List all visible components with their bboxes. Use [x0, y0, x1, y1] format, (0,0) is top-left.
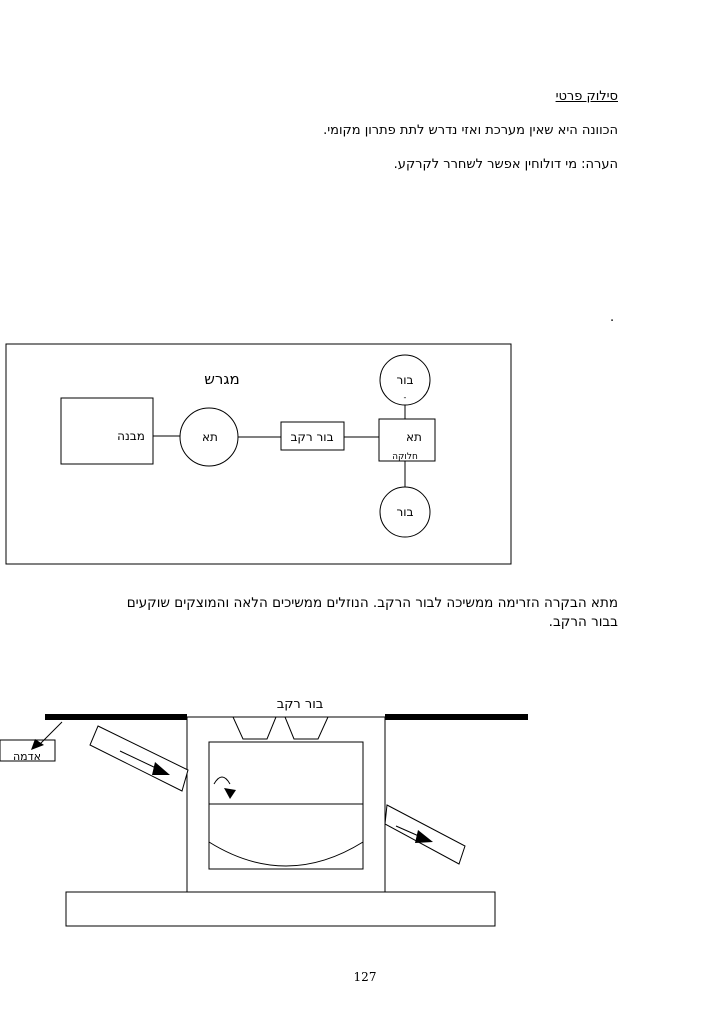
- distribution-chamber-label: תא: [406, 430, 422, 444]
- intro-line: הכוונה היא שאין מערכת ואזי נדרש לתת פתרון מקומי.: [323, 123, 618, 138]
- septic-tank-section: [0, 697, 528, 926]
- plot-label: מגרש: [204, 370, 240, 388]
- page-number: 127: [353, 970, 377, 984]
- building-label: מבנה: [117, 429, 145, 443]
- pit-bottom-label: בור: [396, 505, 414, 519]
- ground-surface-left: [45, 714, 187, 720]
- tank-inner-chamber: [209, 742, 363, 869]
- pit-top-label: בור: [396, 373, 414, 387]
- stray-dot: .: [610, 310, 615, 325]
- flow-description: מתא הבקרה הזרימה ממשיכה לבור הרקב. הנוזלים ממשיכים הלאה והמוצקים שוקעים בבור הרקב.: [126, 595, 618, 630]
- access-cover-left: [233, 717, 276, 739]
- soil-label: אדמה: [12, 750, 42, 763]
- section-heading: סילוק פרטי: [555, 89, 618, 104]
- inlet-pipe: [90, 726, 188, 791]
- chamber-label: תא: [202, 430, 218, 444]
- foundation-slab: [66, 892, 495, 926]
- pit-top-sublabel: -: [403, 393, 407, 402]
- outlet-pipe: [385, 805, 465, 864]
- access-cover-right: [285, 717, 328, 739]
- tank-label: בור רקב: [276, 697, 324, 712]
- ground-surface-right: [385, 714, 528, 720]
- note-line: הערה: מי דולוחין אפשר לשחרר לקרקע.: [393, 157, 618, 172]
- septic-tank-label: בור רקב: [290, 430, 334, 444]
- distribution-chamber-sublabel: חלוקה: [392, 452, 418, 462]
